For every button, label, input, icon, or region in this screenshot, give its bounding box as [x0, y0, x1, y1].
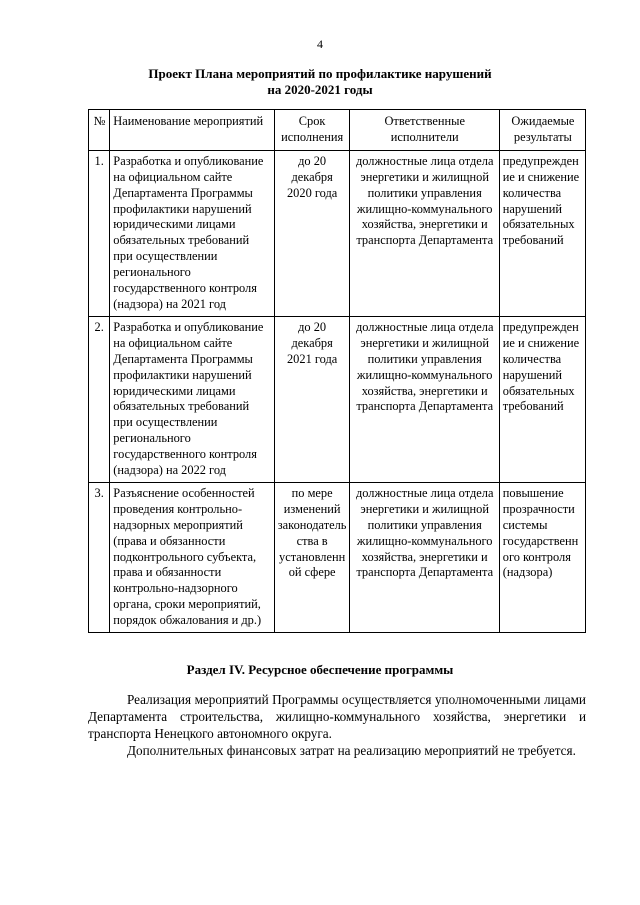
row-result: повышение прозрачности системы государственного контроля (надзора) — [499, 482, 585, 632]
header-num: № — [89, 110, 110, 151]
header-results: Ожидаемые результаты — [499, 110, 585, 151]
row-number: 3. — [89, 482, 110, 632]
row-name: Разработка и опубликование на официальном сайте Департамента Программы профилактики нарушений юридическими лицами обязательных требований при осуществлении регионального государственного контроля (надзора) на 2022 год — [110, 316, 274, 482]
page-number: 4 — [317, 37, 323, 51]
row-number: 2. — [89, 316, 110, 482]
row-responsible: должностные лица отдела энергетики и жилищной политики управления жилищно-коммунального хозяйства, энергетики и транспорта Департамента — [349, 482, 499, 632]
header-name: Наименование мероприятий — [110, 110, 274, 151]
plan-title-line-2: на 2020-2021 годы — [267, 82, 373, 97]
table-row — [89, 150, 586, 316]
plan-table — [88, 109, 586, 633]
plan-title-line-1: Проект Плана мероприятий по профилактике нарушений — [148, 66, 492, 81]
paragraph-funding: Реализация мероприятий Программы осуществляется уполномоченными лицами Департамента строительства, жилищно-коммунального хозяйства, энергетики и транспорта Ненецкого автономного округа. — [88, 692, 586, 741]
row-responsible: должностные лица отдела энергетики и жилищной политики управления жилищно-коммунального хозяйства, энергетики и транспорта Департамента — [349, 150, 499, 316]
header-deadline: Срок исполнения — [274, 110, 349, 151]
table-row — [89, 316, 586, 482]
plan-title — [0, 66, 640, 98]
row-deadline: по мере изменений законодательства в установленной сфере — [274, 482, 349, 632]
row-result: предупреждение и снижение количества нарушений обязательных требований — [499, 316, 585, 482]
paragraph-no-extra-costs: Дополнительных финансовых затрат на реализацию мероприятий не требуется. — [127, 743, 576, 758]
table-header-row — [89, 110, 586, 151]
row-number: 1. — [89, 150, 110, 316]
header-responsible: Ответственные исполнители — [349, 110, 499, 151]
row-result: предупреждение и снижение количества нарушений обязательных требований — [499, 150, 585, 316]
row-responsible: должностные лица отдела энергетики и жилищной политики управления жилищно-коммунального хозяйства, энергетики и транспорта Департамента — [349, 316, 499, 482]
row-deadline: до 20 декабря 2021 года — [274, 316, 349, 482]
section-title: Раздел IV. Ресурсное обеспечение программы — [186, 662, 454, 677]
row-deadline: до 20 декабря 2020 года — [274, 150, 349, 316]
table-row — [89, 482, 586, 632]
row-name: Разработка и опубликование на официальном сайте Департамента Программы профилактики нарушений юридическими лицами обязательных требований при осуществлении регионального государственного контроля (надзора) на 2021 год — [110, 150, 274, 316]
row-name: Разъяснение особенностей проведения контрольно-надзорных мероприятий (права и обязанности подконтрольного субъекта, права и обязанности контрольно-надзорного органа, сроки мероприятий, порядок обжалования и др.) — [110, 482, 274, 632]
